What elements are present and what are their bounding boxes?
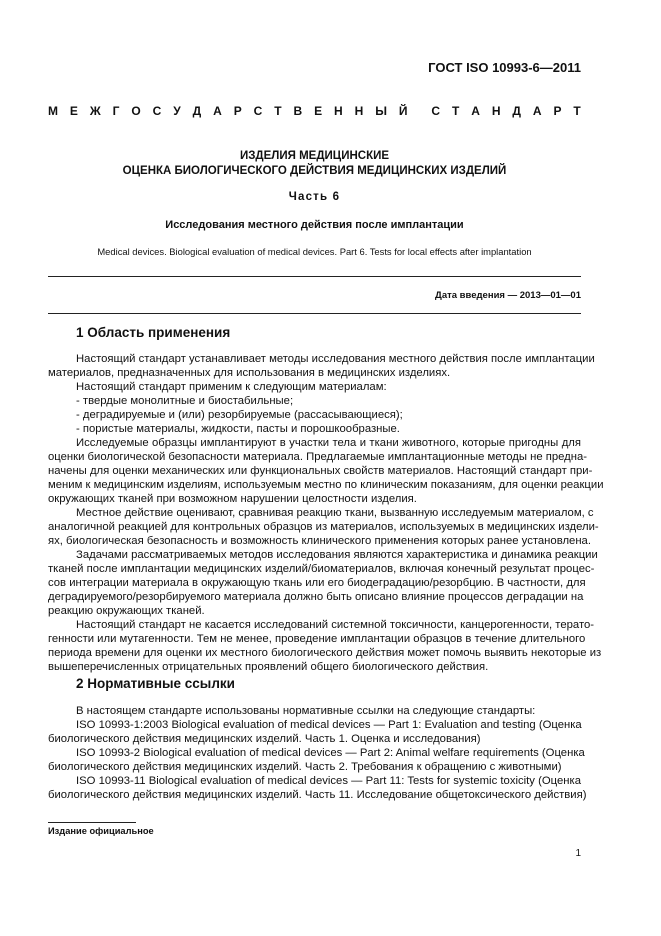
- part-label: Часть 6: [288, 191, 341, 203]
- text-line: вышеперечисленных отрицательных проявлений общего биологического действия.: [48, 661, 489, 673]
- title-line-1: ИЗДЕЛИЯ МЕДИЦИНСКИЕ: [239, 150, 390, 162]
- text-line: деградируемого/резорбируемого материала должно быть описано влияние процессов деградации на: [48, 591, 584, 603]
- banner-letter: С: [253, 104, 263, 118]
- interstate-standard-banner: [48, 104, 581, 118]
- text-line: Задачами рассматриваемых методов исследования являются характеристика и динамика реакции: [76, 549, 598, 561]
- text-line: ISO 10993-1:2003 Biological evaluation of medical devices — Part 1: Evaluation and testing (Оценка: [76, 719, 582, 731]
- banner-letter: Й: [398, 104, 408, 118]
- standard-code: ГОСТ ISO 10993-6—2011: [428, 60, 581, 75]
- banner-letter: М: [48, 104, 58, 118]
- banner-letter: А: [471, 104, 480, 118]
- text-line: ISO 10993-11 Biological evaluation of medical devices — Part 11: Tests for systemic toxicity (Оценка: [76, 775, 581, 787]
- introduction-date: Дата введения — 2013—01—01: [435, 290, 581, 301]
- banner-letter: С: [152, 104, 162, 118]
- banner-letter: Н: [334, 104, 343, 118]
- edition-note: Издание официальное: [48, 826, 154, 836]
- banner-letter: Р: [233, 104, 242, 118]
- page-number: 1: [575, 848, 581, 859]
- text-line: Настоящий стандарт не касается исследований системной токсичности, канцерогенности, терато-: [76, 619, 595, 631]
- banner-letter: Р: [553, 104, 562, 118]
- text-line: реакцию окружающих тканей.: [48, 605, 205, 617]
- divider-top: [48, 276, 581, 277]
- text-line: биологического действия медицинских изделий. Часть 1. Оценка и исследования): [48, 733, 481, 745]
- text-line: материалов, предназначенных для использования в медицинских изделиях.: [48, 367, 451, 379]
- section-2-heading: 2 Нормативные ссылки: [76, 676, 235, 691]
- banner-letter: Ж: [89, 104, 101, 118]
- banner-letter: Е: [69, 104, 78, 118]
- banner-letter: Д: [192, 104, 202, 118]
- banner-letter: В: [293, 104, 303, 118]
- banner-letter: У: [173, 104, 181, 118]
- text-line: окружающих тканей при возможном нарушении целостности изделия.: [48, 493, 417, 505]
- text-line: оценки биологической безопасности материала. Предлагаемые имплантационные методы не предна-: [48, 451, 588, 463]
- section-2-body: [48, 704, 587, 802]
- banner-letter: Ы: [375, 104, 387, 118]
- divider-bottom: [48, 313, 581, 314]
- text-line: биологического действия медицинских изделий. Часть 11. Исследование общетоксического действия): [48, 789, 587, 801]
- banner-letter: Д: [512, 104, 521, 118]
- banner-letter: А: [532, 104, 542, 118]
- text-line: Настоящий стандарт применим к следующим материалам:: [76, 381, 387, 393]
- text-line: биологического действия медицинских изделий. Часть 2. Требования к обращению с животными): [48, 761, 562, 773]
- text-line: периода времени для оценки их местного биологического действия может помочь выявить некоторые из: [48, 647, 602, 659]
- banner-letter: Т: [451, 104, 460, 118]
- text-line: начены для оценки механических или функциональных свойств материалов. Настоящий стандарт при-: [48, 465, 593, 477]
- banner-letter: Т: [573, 104, 581, 118]
- banner-letter: А: [213, 104, 222, 118]
- banner-letter: Н: [354, 104, 364, 118]
- english-title: Medical devices. Biological evaluation of medical devices. Part 6. Tests for local effects after implantation: [97, 246, 532, 257]
- text-line: аналогичной реакцией для контрольных образцов из материалов, используемых в медицинских издели-: [48, 521, 599, 533]
- text-line: сов интеграции материала в окружающую ткань или его биодеградацию/резорбцию. В частности, для: [48, 577, 586, 589]
- banner-letter: Е: [314, 104, 323, 118]
- text-line: Исследуемые образцы имплантируют в участки тела и ткани животного, которые пригодны для: [76, 437, 581, 449]
- text-line: Местное действие оценивают, сравнивая реакцию ткани, вызванную исследуемым материалом, с: [76, 507, 594, 519]
- banner-letter: Г: [112, 104, 120, 118]
- text-line: тканей после имплантации медицинских изделий/биоматериалов, включая конечный результат процес-: [48, 563, 595, 575]
- banner-letter: С: [431, 104, 441, 118]
- footer-divider: [48, 822, 136, 823]
- document-subtitle: Исследования местного действия после имплантации: [165, 219, 464, 231]
- banner-letter: О: [131, 104, 141, 118]
- section-1-heading: 1 Область применения: [76, 325, 231, 340]
- section-1-body: [48, 352, 604, 674]
- text-line: Настоящий стандарт устанавливает методы исследования местного действия после имплантации: [76, 353, 595, 365]
- text-line: - пористые материалы, жидкости, пасты и порошкообразные.: [76, 423, 400, 435]
- text-line: - деградируемые и (или) резорбируемые (рассасывающиеся);: [76, 409, 403, 421]
- banner-letter: Н: [491, 104, 501, 118]
- title-line-2: ОЦЕНКА БИОЛОГИЧЕСКОГО ДЕЙСТВИЯ МЕДИЦИНСКИХ ИЗДЕЛИЙ: [122, 165, 507, 177]
- banner-letter: Т: [274, 104, 282, 118]
- text-line: генности или мутагенности. Тем не менее, проведение имплантации образцов в течение длительного: [48, 633, 586, 645]
- text-line: ISO 10993-2 Biological evaluation of medical devices — Part 2: Animal welfare requirements (Оценка: [76, 747, 585, 759]
- text-line: меним к медицинским изделиям, используемым местно по клиническим показаниям, для оценки реакции: [48, 479, 604, 491]
- text-line: - твердые монолитные и биостабильные;: [76, 395, 294, 407]
- text-line: ях, биологическая безопасность и возможность клинического применения которых ранее установлена.: [48, 535, 591, 547]
- text-line: В настоящем стандарте использованы нормативные ссылки на следующие стандарты:: [76, 705, 536, 717]
